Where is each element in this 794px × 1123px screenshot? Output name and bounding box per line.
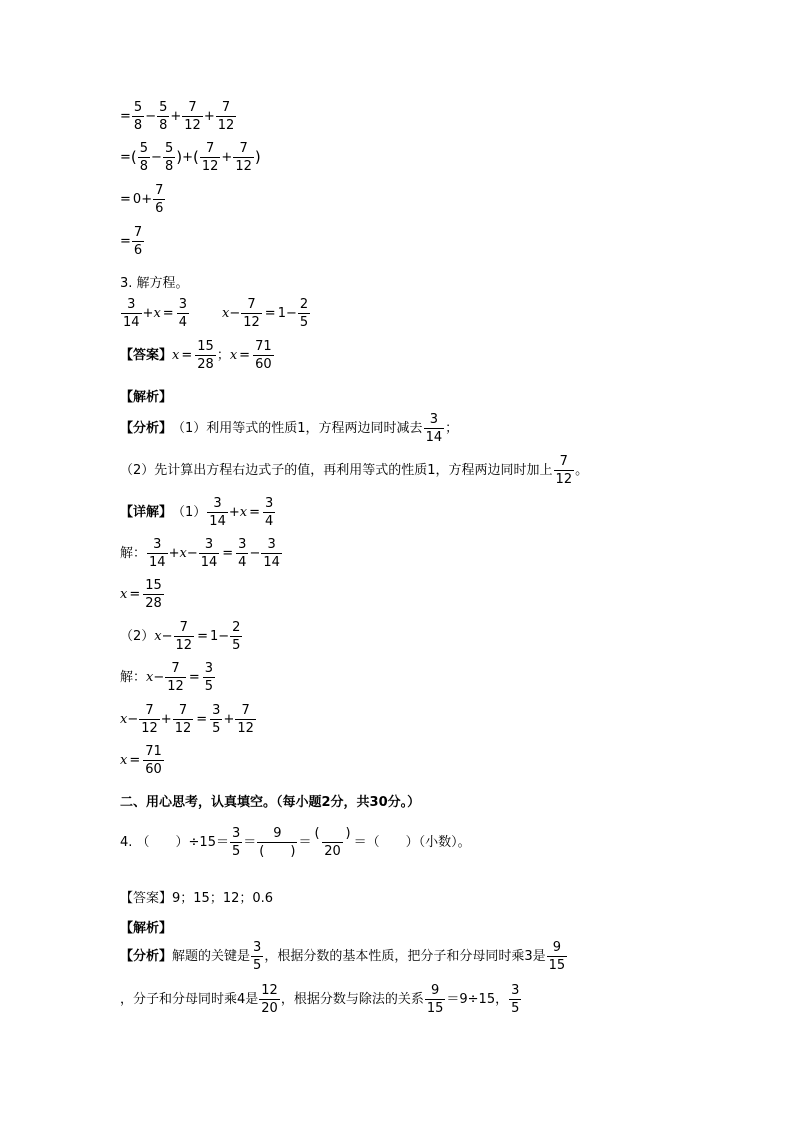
fraction: $\frac{7}{12}$ (184, 100, 201, 133)
fraction: $\frac{71}{60}$ (145, 744, 162, 777)
fraction: 12 20 (261, 983, 278, 1016)
fraction: $\frac{3}{5}$ (212, 703, 221, 736)
fraction: $\frac{7}{6}$ (155, 183, 164, 216)
fraction: $\frac{7}{12}$ (175, 620, 193, 653)
fraction: $\frac{3}{14}$ (263, 537, 280, 570)
question-3-equation-1: 3 14 + x = $\frac{3}{4}$ (123, 297, 187, 330)
fraction: 3 5 (253, 940, 262, 973)
calc-step-1: = $\frac{5}{8}$ − $\frac{5}{8}$ + $\frac{7}{12}$ + $\frac{7}{12}$ (120, 100, 235, 133)
question-3-jiexi-label: 【解析】 (120, 390, 173, 405)
question-3-solution-2b: x − $\frac{7}{12}$ + $\frac{7}{12}$ = $\frac{3}{5}$ + $\frac{7}{12}$ (120, 703, 254, 736)
fraction: 7 12 (201, 141, 219, 174)
fraction: 3 14 (123, 297, 140, 330)
fraction: $\frac{7}{12}$ (174, 703, 192, 736)
question-4-analysis-line-1: 【分析】 解题的关键是 3 5 ，根据分数的基本性质，把分子和分母同时乘3是 9 15 (120, 940, 566, 973)
fraction: $\frac{7}{12}$ (217, 100, 235, 133)
question-4-analysis-line-2: ，分子和分母同时乘4是 12 20 ，根据分数与除法的关系 9 15 ＝9÷15， 3 5 (120, 983, 520, 1016)
question-3-solution-1b: x = $\frac{15}{28}$ (120, 578, 162, 611)
fraction-blank-numerator: ( ) 20 (314, 826, 351, 859)
fraction: $\frac{15}{28}$ (145, 578, 162, 611)
fraction: $\frac{3}{4}$ (178, 297, 187, 330)
fraction: $\frac{5}{8}$ (164, 141, 174, 174)
fraction: 3 14 (149, 537, 166, 570)
fraction: $\frac{5}{8}$ (159, 100, 168, 133)
question-3-solution-2a: 解： x − $\frac{7}{12}$ = $\frac{3}{5}$ (120, 661, 213, 694)
fraction: 9 15 (548, 940, 566, 973)
fraction: $\frac{7}{12}$ (243, 297, 260, 330)
fraction: 9 15 (426, 983, 444, 1016)
fraction: 5 8 (139, 141, 149, 174)
fraction: $\frac{71}{60}$ (255, 339, 272, 372)
fraction: $\frac{2}{5}$ (232, 620, 241, 653)
fraction: $\frac{2}{5}$ (299, 297, 309, 330)
question-4: 4. （ ）÷15＝ 3 5 ＝ 9 ( ) ＝ ( ) 20 ＝（ ）（小数）。 (120, 826, 471, 859)
question-3-answer: 【答案】 x = $\frac{15}{28}$ ； x = $\frac{71}{60}$ (120, 339, 272, 372)
calc-step-3: = 0 + $\frac{7}{6}$ (120, 183, 164, 216)
question-3-analysis-1: 【分析】 （1）利用等式的性质1，方程两边同时减去 3 14 ； (120, 412, 459, 445)
question-3-detail-1: 【详解】 （1） 3 14 + x = $\frac{3}{4}$ (120, 496, 274, 529)
question-3-equation-2: x − $\frac{7}{12}$ = 1 − $\frac{2}{5}$ (222, 297, 309, 330)
equals-sign: = (120, 109, 131, 124)
fraction: $\frac{7}{12}$ (235, 141, 252, 174)
fraction: 3 14 (425, 412, 443, 445)
question-3-part-2: （2） x − $\frac{7}{12}$ = 1 − $\frac{2}{5}$ (120, 620, 241, 653)
fraction: $\frac{7}{12}$ (237, 703, 254, 736)
calc-step-4: = $\frac{7}{6}$ (120, 225, 143, 258)
fraction: $\frac{5}{8}$ (133, 100, 143, 133)
question-3-solution-1a: 解： 3 14 + x − $\frac{3}{14}$ = $\frac{3}{4}$ − $\frac{3}{14}$ (120, 537, 280, 570)
fraction: 3 5 (511, 983, 520, 1016)
fraction: 3 5 (231, 826, 241, 859)
fraction: 3 14 (209, 496, 226, 529)
fraction: $\frac{3}{14}$ (200, 537, 218, 570)
calc-step-2: = ( 5 8 − $\frac{5}{8}$ ) + ( 7 12 + $\frac{7}{12}$ ) (120, 141, 261, 174)
fraction-blank-denominator: 9 ( ) (259, 826, 296, 859)
fraction: $\frac{3}{4}$ (265, 496, 274, 529)
question-3-solution-2c: x = $\frac{71}{60}$ (120, 744, 162, 777)
fraction: $\frac{15}{28}$ (197, 339, 214, 372)
question-4-jiexi-label: 【解析】 (120, 921, 173, 936)
fraction: 7 12 (555, 454, 573, 487)
fraction: $\frac{3}{5}$ (204, 661, 213, 694)
section-2-heading: 二、用心思考，认真填空。（每小题2分，共30分。） (120, 795, 421, 810)
question-3-title: 3. 解方程。 (120, 276, 189, 291)
question-3-analysis-2: （2）先计算出方程右边式子的值，再利用等式的性质1，方程两边同时加上 7 12 。 (120, 454, 589, 487)
fraction: $\frac{3}{4}$ (238, 537, 247, 570)
fraction: $\frac{7}{12}$ (141, 703, 158, 736)
question-4-answer: 【答案】9；15；12；0.6 (120, 891, 274, 906)
fraction: $\frac{7}{12}$ (167, 661, 184, 694)
fraction: $\frac{7}{6}$ (133, 225, 143, 258)
